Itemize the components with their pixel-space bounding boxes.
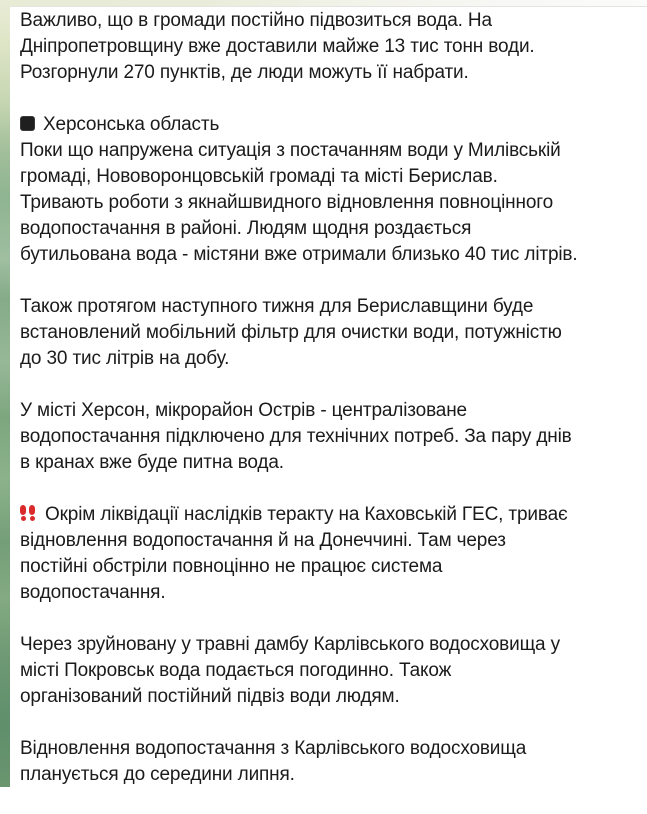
text-line xyxy=(20,528,641,554)
text-line xyxy=(20,450,641,476)
text-line xyxy=(20,424,641,450)
text-line xyxy=(20,112,641,138)
text-run: Також протягом наступного тижня для Бериславщини буде xyxy=(20,296,534,317)
message-paragraph xyxy=(20,736,641,788)
text-run: Херсонська область xyxy=(43,114,220,135)
text-line xyxy=(20,242,641,268)
text-run: водопостачання. xyxy=(20,582,166,603)
message-body xyxy=(20,8,641,814)
text-line xyxy=(20,164,641,190)
text-run: У місті Херсон, мікрорайон Острів - централізоване xyxy=(20,400,467,421)
text-line xyxy=(20,684,641,710)
text-run: Розгорнули 270 пунктів, де люди можуть її набрати. xyxy=(20,62,469,83)
black-square-icon xyxy=(20,116,35,131)
message-paragraph xyxy=(20,632,641,710)
text-run: в кранах вже буде питна вода. xyxy=(20,452,284,473)
text-line xyxy=(20,580,641,606)
text-line xyxy=(20,346,641,372)
text-line xyxy=(20,216,641,242)
text-run: постійні обстріли повноцінно не працює система xyxy=(20,556,443,577)
top-edge-strip xyxy=(0,0,647,7)
text-run: Через зруйновану у травні дамбу Карлівського водосховища у xyxy=(20,634,560,655)
text-line xyxy=(20,138,641,164)
text-line xyxy=(20,658,641,684)
message-paragraph xyxy=(20,112,641,268)
message-paragraph xyxy=(20,294,641,372)
text-run: організований постійний підвіз води людям. xyxy=(20,686,400,707)
text-run: Дніпропетровщину вже доставили майже 13 тис тонн води. xyxy=(20,36,535,57)
text-run: водопостачання підключено для технічних потреб. За пару днів xyxy=(20,426,572,447)
text-run: відновлення водопостачання й на Донеччині. Там через xyxy=(20,530,506,551)
message-paragraph xyxy=(20,8,641,86)
text-run: Поки що напружена ситуація з постачанням води у Милівській xyxy=(20,140,561,161)
text-run: Відновлення водопостачання з Карлівського водосховища xyxy=(20,738,527,759)
text-line xyxy=(20,502,641,528)
text-run: водопостачання в районі. Людям щодня роздається xyxy=(20,218,472,239)
text-line xyxy=(20,554,641,580)
text-line xyxy=(20,60,641,86)
text-line xyxy=(20,632,641,658)
text-line xyxy=(20,294,641,320)
text-line xyxy=(20,34,641,60)
text-line xyxy=(20,190,641,216)
text-line xyxy=(20,398,641,424)
text-line xyxy=(20,320,641,346)
text-run: громаді, Нововоронцовській громаді та місті Берислав. xyxy=(20,166,498,187)
left-edge-strip xyxy=(0,0,10,787)
text-run: бутильована вода - містяни вже отримали близько 40 тис літрів. xyxy=(20,244,578,265)
text-run: встановлений мобільний фільтр для очистки води, потужністю xyxy=(20,322,562,343)
message-paragraph xyxy=(20,502,641,606)
text-line xyxy=(20,736,641,762)
text-line xyxy=(20,762,641,788)
double-exclamation-icon xyxy=(20,505,38,521)
message-paragraph xyxy=(20,398,641,476)
text-line xyxy=(20,8,641,34)
text-run: до 30 тис літрів на добу. xyxy=(20,348,230,369)
text-run: Окрім ліквідації наслідків теракту на Каховській ГЕС, триває xyxy=(45,504,568,525)
text-run: Важливо, що в громади постійно підвозиться вода. На xyxy=(20,10,492,31)
text-run: планується до середини липня. xyxy=(20,764,295,785)
text-run: місті Покровськ вода подається погодинно. Також xyxy=(20,660,452,681)
text-run: Тривають роботи з якнайшвидного відновлення повноцінного xyxy=(20,192,554,213)
